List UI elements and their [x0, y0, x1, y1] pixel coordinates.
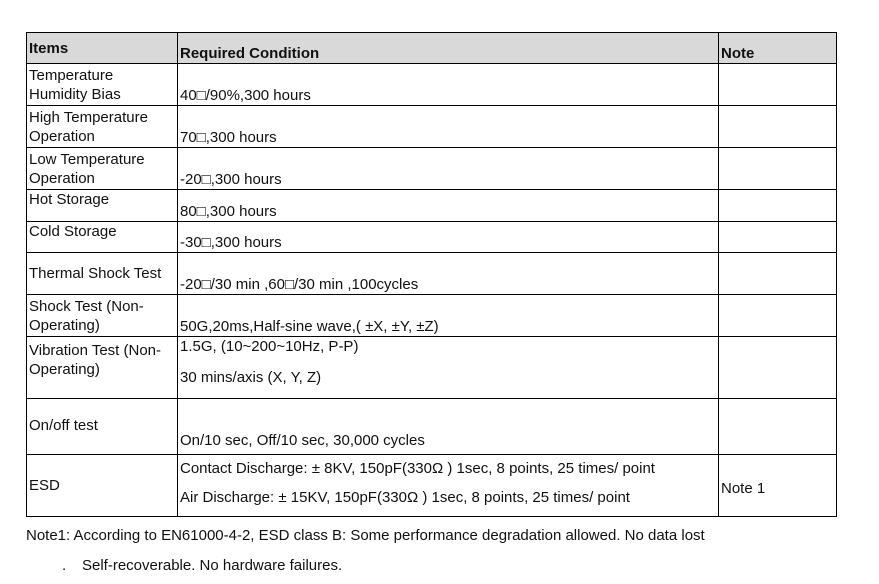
- table-row: [27, 190, 837, 222]
- row-note: [719, 222, 837, 253]
- row-note: [719, 253, 837, 295]
- row-item: Low Temperature Operation: [27, 148, 178, 190]
- header-items: Items: [27, 33, 178, 64]
- row-condition: -30□,300 hours: [178, 222, 719, 253]
- row-item: Hot Storage: [27, 190, 178, 222]
- table-row: [27, 222, 837, 253]
- row-condition: 40□/90%,300 hours: [178, 64, 719, 106]
- row-item: Shock Test (Non-Operating): [27, 295, 178, 337]
- row-item: Cold Storage: [27, 222, 178, 253]
- table-row: [27, 64, 837, 106]
- row-note: Note 1: [719, 455, 837, 517]
- row-item: ESD: [27, 455, 178, 517]
- row-condition: Contact Discharge: ± 8KV, 150pF(330Ω ) 1sec, 8 points, 25 times/ point Air Discharge: ± 15KV, 150pF(330Ω ) 1sec, 8 points, 25 times/ point: [178, 455, 719, 517]
- row-condition: 70□,300 hours: [178, 106, 719, 148]
- table-row: [27, 148, 837, 190]
- row-note: [719, 295, 837, 337]
- row-condition: 80□,300 hours: [178, 190, 719, 222]
- row-condition: -20□/30 min ,60□/30 min ,100cycles: [178, 253, 719, 295]
- table-row: [27, 295, 837, 337]
- row-item: High Temperature Operation: [27, 106, 178, 148]
- row-condition: 50G,20ms,Half-sine wave,( ±X, ±Y, ±Z): [178, 295, 719, 337]
- row-note: [719, 399, 837, 455]
- row-item: Vibration Test (Non-Operating): [27, 337, 178, 399]
- row-condition: 1.5G, (10~200~10Hz, P-P) 30 mins/axis (X, Y, Z): [178, 337, 719, 399]
- row-item: Thermal Shock Test: [27, 253, 178, 295]
- row-note: [719, 148, 837, 190]
- row-note: [719, 106, 837, 148]
- table-row: [27, 337, 837, 399]
- row-note: [719, 64, 837, 106]
- row-item: On/off test: [27, 399, 178, 455]
- table-row: [27, 253, 837, 295]
- footnote-bullet: .: [62, 557, 67, 574]
- table-header-row: [27, 33, 837, 64]
- row-condition: -20□,300 hours: [178, 148, 719, 190]
- row-condition: On/10 sec, Off/10 sec, 30,000 cycles: [178, 399, 719, 455]
- row-item: Temperature Humidity Bias: [27, 64, 178, 106]
- table-row: [27, 399, 837, 455]
- footnote-line1: Note1: According to EN61000-4-2, ESD class B: Some performance degradation allowed. No data lost: [26, 527, 705, 544]
- footnote-line2: [62, 556, 342, 575]
- header-note: Note: [719, 33, 837, 64]
- row-note: [719, 337, 837, 399]
- table-row: [27, 106, 837, 148]
- row-note: [719, 190, 837, 222]
- reliability-test-table: [26, 32, 837, 517]
- table-row: [27, 455, 837, 517]
- footnote-line2-text: Self-recoverable. No hardware failures.: [82, 557, 343, 574]
- header-required-condition: Required Condition: [178, 33, 719, 64]
